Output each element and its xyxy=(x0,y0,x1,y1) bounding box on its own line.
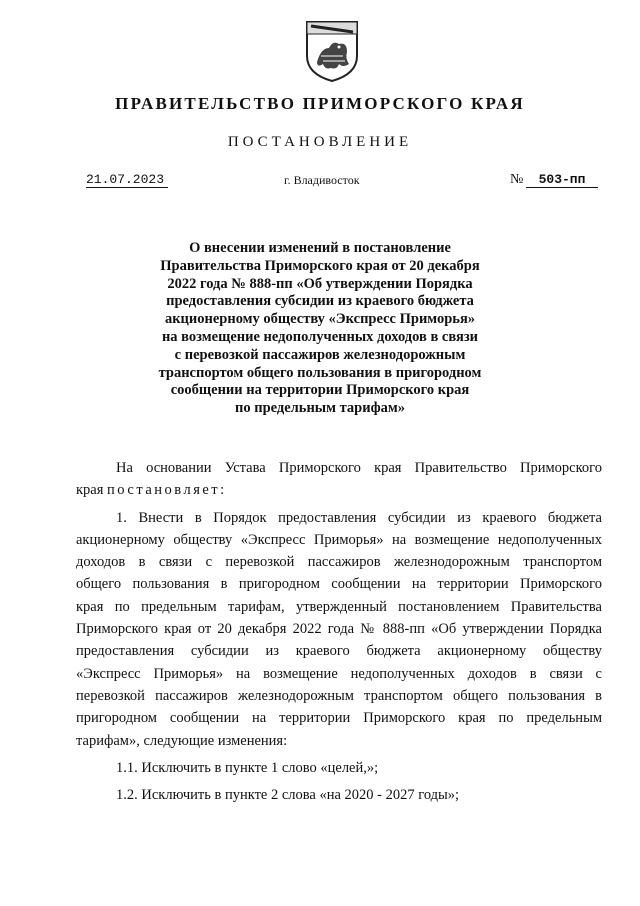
heading-line: О внесении изменений в постановление xyxy=(189,240,451,256)
heading-line: транспортом общего пользования в пригородном xyxy=(158,364,482,381)
document-date: 21.07.2023 xyxy=(86,172,168,188)
item1-line: тарифам», следующие изменения: xyxy=(76,732,288,749)
heading-line: с перевозкой пассажиров железнодорожным xyxy=(174,346,466,363)
item1-line: 1. Внести в Порядок предоставления субсидии из краевого бюджета xyxy=(116,509,602,526)
heading-line: Правительства Приморского края от 20 декабря xyxy=(160,257,480,274)
intro-word: края xyxy=(76,482,104,499)
item1-line: перевозкой пассажиров железнодорожным транспортом общего пользования в xyxy=(76,687,602,704)
item1-1: 1.1. Исключить в пункте 1 слово «целей,»; xyxy=(116,759,379,776)
document-heading xyxy=(130,240,510,418)
item1-line: Приморского края от 20 декабря 2022 года № 888-пп «Об утверждении Порядка xyxy=(76,621,602,638)
item1-line: края по предельным тарифам, утвержденный постановлением Правительства xyxy=(76,598,602,615)
government-title: ПРАВИТЕЛЬСТВО ПРИМОРСКОГО КРАЯ xyxy=(115,94,525,113)
heading-line: 2022 года № 888-пп «Об утверждении Порядка xyxy=(167,275,473,292)
item1-2: 1.2. Исключить в пункте 2 слова «на 2020 - 2027 годы»; xyxy=(116,787,460,804)
item1-line: общего пользования в пригородном сообщении на территории Приморского xyxy=(76,576,602,593)
document-number: 503-пп xyxy=(526,172,598,188)
heading-line: на возмещение недополученных доходов в связи xyxy=(161,328,479,345)
heading-line: сообщении на территории Приморского края xyxy=(170,382,470,399)
item1-line: пригородном сообщении на территории Приморского края по предельным xyxy=(76,710,602,727)
item1-line: акционерному обществу «Экспресс Приморья» на возмещение недополученных xyxy=(76,531,602,548)
document-city: г. Владивосток xyxy=(284,173,360,187)
intro-paragraph-line: На основании Устава Приморского края Правительство Приморского xyxy=(116,460,602,476)
item1-line: предоставления субсидии из краевого бюджета акционерному обществу xyxy=(76,643,602,660)
heading-line: акционерному обществу «Экспресс Приморья» xyxy=(164,311,476,328)
intro-paragraph-line xyxy=(76,479,602,501)
document-type: ПОСТАНОВЛЕНИЕ xyxy=(227,134,413,150)
item1-line: доходов в связи с перевозкой пассажиров железнодорожным транспортом xyxy=(76,554,602,571)
heading-line: предоставления субсидии из краевого бюджета xyxy=(166,293,474,310)
heading-line: по предельным тарифам» xyxy=(234,400,406,417)
number-label: № xyxy=(510,172,524,187)
item1-line: «Экспресс Приморья» на возмещение недополученных доходов в связи с xyxy=(76,665,602,682)
resolve-word: постановляет: xyxy=(107,482,227,499)
document-body xyxy=(76,457,602,806)
coat-of-arms-icon xyxy=(303,18,361,84)
